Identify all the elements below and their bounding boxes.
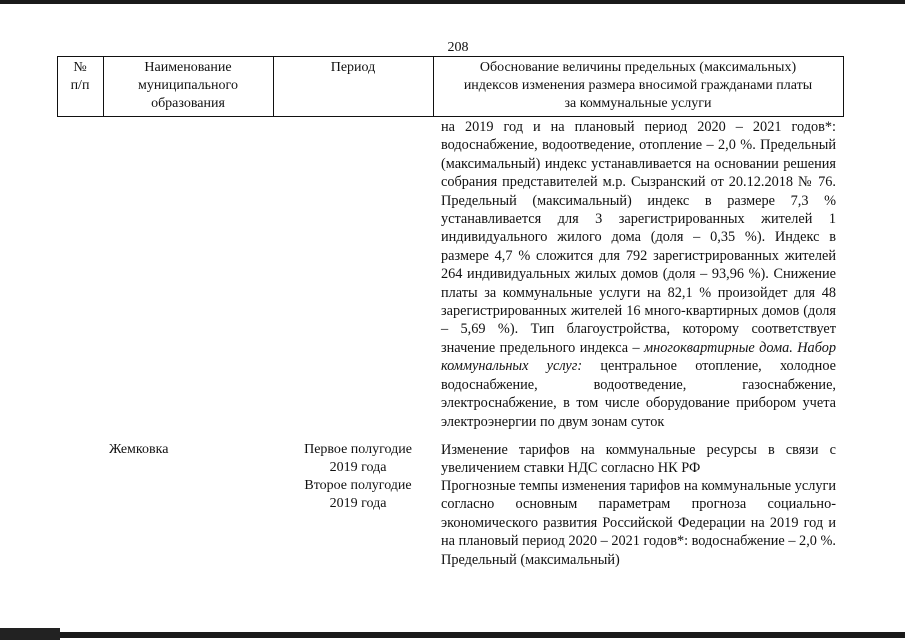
scan-bottom-border <box>0 632 905 638</box>
period-second-half-line-1: Второе полугодие <box>304 478 412 493</box>
page-number: 208 <box>447 40 469 55</box>
header-municipality-line-3: образования <box>151 96 225 111</box>
justification-vat: Изменение тарифов на коммунальные ресурсы в связи с увеличением ставки НДС согласно НК РФ <box>441 442 836 477</box>
header-number-line-2: п/п <box>70 78 90 93</box>
scan-corner-mark <box>0 628 60 640</box>
header-municipality-cell <box>103 59 273 113</box>
scan-top-border <box>0 0 905 4</box>
period-second-half-line-2: 2019 года <box>329 496 387 511</box>
header-number-cell <box>57 59 103 95</box>
continued-justification-text <box>441 118 836 431</box>
period-second-half <box>289 477 427 513</box>
header-justification-line-3: за коммунальные услуги <box>564 96 712 111</box>
table-top-border <box>57 56 844 57</box>
municipality-name: Жемковка <box>109 442 169 457</box>
header-period-label: Период <box>330 60 376 75</box>
period-first-half <box>289 441 427 477</box>
header-number-line-1: № <box>73 60 87 75</box>
continued-text-part-2: центральное отопление, холодное водоснабжение, водоотведение, газоснабжение, электроснабжение, в том числе оборудование прибором учета электроэнергии по двум зонам суток <box>441 358 836 430</box>
continued-text-part-1: на 2019 год и на плановый период 2020 – 2021 годов*: водоснабжение, водоотведение, отопление – 2,0 %. Предельный (максимальный) индекс устанавливается на основании решения собрания представителей м.р. Сызранский от 20.12.2018 № 76. Предельный (максимальный) индекс в размере 7,3 % устанавливается для 3 зарегистрированных жителей 1 индивидуального жилого дома (доля – 0,35 %). Индекс в размере 4,7 % сложится для 792 зарегистрированных жителей 264 индивидуальных жилых домов (доля – 93,96 %). Снижение платы за коммунальные услуги на 82,1 % произойдет для 48 зарегистрированных жителей 16 много-квартирных домов (доля – 5,69 %). Тип благоустройства, которому соответствует значение предельного индекса – <box>441 119 836 356</box>
table-header-bottom-border <box>57 116 844 117</box>
header-justification-line-2: индексов изменения размера вносимой гражданами платы <box>463 78 813 93</box>
continued-text-italic: многоквартирные дома. Набор коммунальных услуг: <box>441 339 836 375</box>
header-justification-line-1: Обоснование величины предельных (максимальных) <box>479 60 797 75</box>
period-first-half-line-2: 2019 года <box>329 460 387 475</box>
table-right-border <box>843 56 844 117</box>
header-justification-cell <box>433 59 843 113</box>
justification-forecast: Прогнозные темпы изменения тарифов на коммунальные услуги согласно основным параметрам прогноза социально-экономического развития Российской Федерации на 2019 год и на плановый период 2020 – 2021 годов*: водоснабжение – 2,0 %. Предельный (максимальный) <box>441 478 836 568</box>
header-period-cell <box>273 59 433 77</box>
header-municipality-line-2: муниципального <box>138 78 238 93</box>
period-first-half-line-1: Первое полугодие <box>304 442 412 457</box>
header-municipality-line-1: Наименование <box>144 60 232 75</box>
